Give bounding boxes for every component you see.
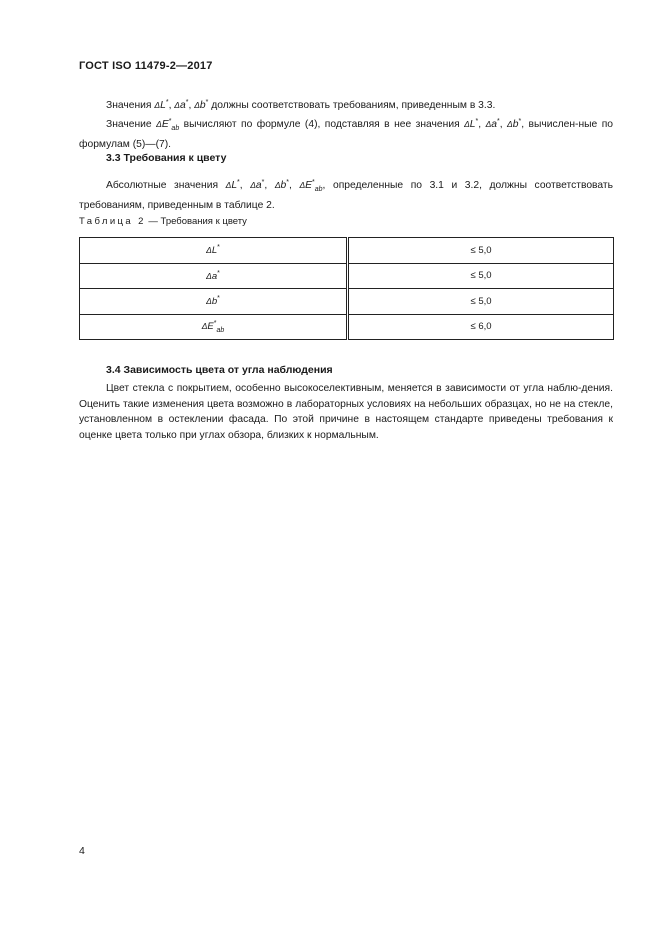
table-cell-value: ≤ 5,0	[348, 238, 614, 264]
symbol-delta-l: ΔL*	[225, 179, 240, 191]
symbol-delta-l: ΔL*	[154, 99, 169, 111]
table-caption-text: — Требования к цвету	[148, 216, 247, 227]
table-row	[80, 238, 614, 264]
text: Абсолютные значения	[106, 180, 219, 191]
table-cell-value: ≤ 6,0	[348, 314, 614, 340]
table-cell-parameter: Δa*	[80, 263, 348, 289]
document-header: ГОСТ ISO 11479-2—2017	[79, 60, 213, 72]
symbol-delta-e-ab: $\Delta E^*_{ab}$	[156, 118, 180, 132]
table-row	[80, 263, 614, 289]
text: Значение	[106, 119, 152, 130]
symbol-delta-b: Δb*	[194, 99, 209, 111]
text: , определенные по 3.1 и 3.2, должны соответствовать требованиям, приведенным в таблице 2.	[79, 180, 613, 211]
page-number: 4	[79, 845, 85, 857]
table-caption-label: Таблица 2	[79, 216, 146, 227]
text: вычисляют по формуле (4), подставляя в нее значения	[183, 119, 460, 130]
paragraph-values-requirements: Значения ΔL*, Δa*, Δb* должны соответствовать требованиям, приведенным в 3.3.	[106, 99, 496, 111]
table-cell-parameter: ΔL*	[80, 238, 348, 264]
symbol-delta-l: ΔL*	[464, 118, 479, 130]
paragraph-delta-e-calculation: Значение $\Delta E^*_{ab}$ вычисляют по формуле (4), подставляя в нее значения ΔL*, Δa*, Δb*, вычислен-ные по формулам (5)—(7).	[79, 118, 614, 150]
symbol-delta-a: Δa*	[250, 179, 265, 191]
symbol-delta-e-ab: $\Delta E^*_{ab}$	[299, 179, 323, 193]
table-cell-parameter: $\Delta E^*_{ab}$	[80, 314, 348, 340]
section-heading-3-3: 3.3 Требования к цвету	[106, 152, 227, 164]
color-requirements-table	[79, 237, 614, 340]
symbol-delta-a: Δa*	[174, 99, 189, 111]
table-cell-parameter: Δb*	[80, 289, 348, 315]
section-heading-3-4: 3.4 Зависимость цвета от угла наблюдения	[106, 364, 333, 376]
paragraph-absolute-values: Абсолютные значения ΔL*, Δa*, Δb*, $\Delta E^*_{ab}$, определенные по 3.1 и 3.2, должны соответствовать требованиям, приведенным в таблице 2.	[79, 179, 613, 211]
table-row	[80, 289, 614, 315]
table-cell-value: ≤ 5,0	[348, 263, 614, 289]
text: Значения	[106, 100, 152, 111]
symbol-delta-b: Δb*	[274, 179, 289, 191]
text: должны соответствовать требованиям, приведенным в 3.3.	[211, 100, 496, 111]
symbol-delta-a: Δa*	[485, 118, 500, 130]
symbol-delta-b: Δb*	[507, 118, 522, 130]
table-caption	[79, 216, 247, 227]
table-cell-value: ≤ 5,0	[348, 289, 614, 315]
text: , вычислен-ные по формулам (5)—(7).	[79, 119, 614, 150]
paragraph-viewing-angle: Цвет стекла с покрытием, особенно высокоселективным, меняется в зависимости от угла наблю-дения. Оценить такие изменения цвета возможно в лабораторных условиях на небольших образцах, но не на стекле, установленном в остеклении фасада. По этой причине в настоящем стандарте приведены требования к оценке цвета только при углах обзора, близких к нормальным.	[79, 383, 613, 441]
table-row	[80, 314, 614, 340]
